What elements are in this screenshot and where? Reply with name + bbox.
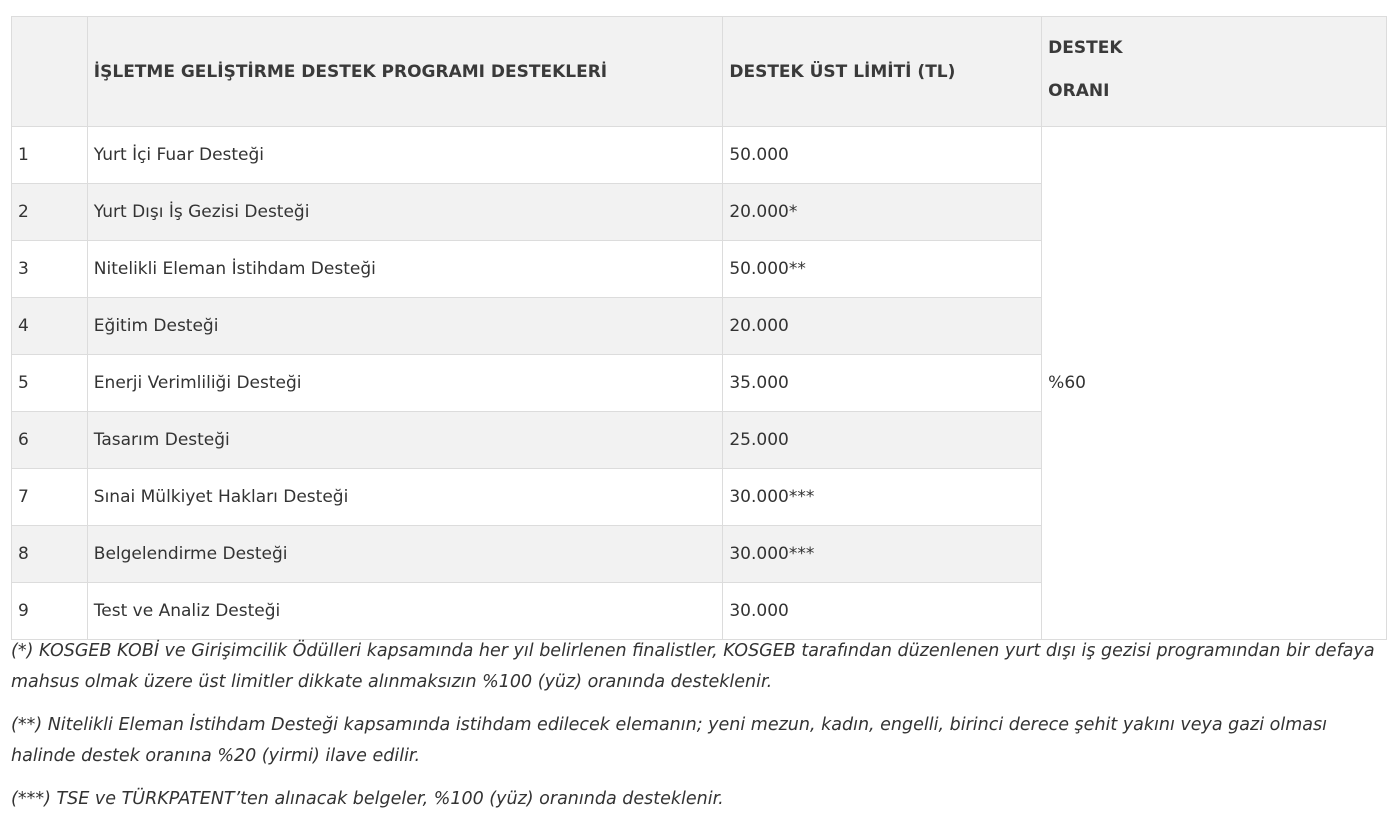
row-num: 8 [12, 526, 88, 583]
row-limit: 50.000 [723, 127, 1042, 184]
header-rate-line1: DESTEK [1048, 38, 1123, 58]
row-num: 4 [12, 298, 88, 355]
row-limit: 20.000* [723, 184, 1042, 241]
row-limit: 35.000 [723, 355, 1042, 412]
footnote-triple-asterisk: (***) TSE ve TÜRKPATENT’ten alınacak belgeler, %100 (yüz) oranında desteklenir. [11, 789, 724, 809]
row-name: Belgelendirme Desteği [87, 526, 723, 583]
row-num: 6 [12, 412, 88, 469]
footnote-double-asterisk: (**) Nitelikli Eleman İstihdam Desteği kapsamında istihdam edilecek elemanın; yeni mezun, kadın, engelli, birinci derece şehit yakını veya gazi olması halinde destek oranına %20 (yirmi) ilave edilir. [11, 715, 1327, 766]
row-name: Test ve Analiz Desteği [87, 583, 723, 640]
row-name: Yurt Dışı İş Gezisi Desteği [87, 184, 723, 241]
support-table [11, 16, 1387, 640]
header-rate [1042, 17, 1387, 127]
row-num: 3 [12, 241, 88, 298]
header-rate-line2: ORANI [1048, 81, 1110, 101]
row-limit: 25.000 [723, 412, 1042, 469]
row-limit: 30.000*** [723, 469, 1042, 526]
rate-cell: %60 [1042, 127, 1387, 640]
row-name: Eğitim Desteği [87, 298, 723, 355]
row-limit: 20.000 [723, 298, 1042, 355]
row-name: Enerji Verimliliği Desteği [87, 355, 723, 412]
header-num [12, 17, 88, 127]
table-row [12, 127, 1387, 184]
row-num: 9 [12, 583, 88, 640]
row-name: Nitelikli Eleman İstihdam Desteği [87, 241, 723, 298]
row-limit: 30.000 [723, 583, 1042, 640]
row-name: Yurt İçi Fuar Desteği [87, 127, 723, 184]
row-num: 2 [12, 184, 88, 241]
footnotes [11, 636, 1393, 827]
row-num: 5 [12, 355, 88, 412]
row-limit: 50.000** [723, 241, 1042, 298]
footnote-single-asterisk: (*) KOSGEB KOBİ ve Girişimcilik Ödülleri kapsamında her yıl belirlenen finalistler, KOSGEB tarafından düzenlenen yurt dışı iş gezisi programından bir defaya mahsus olmak üzere üst limitler dikkate alınmaksızın %100 (yüz) oranında desteklenir. [11, 641, 1375, 692]
header-limit: DESTEK ÜST LİMİTİ (TL) [723, 17, 1042, 127]
row-num: 1 [12, 127, 88, 184]
header-program: İŞLETME GELİŞTİRME DESTEK PROGRAMI DESTEKLERİ [87, 17, 723, 127]
support-table-container [11, 16, 1387, 640]
row-name: Tasarım Desteği [87, 412, 723, 469]
row-num: 7 [12, 469, 88, 526]
table-header-row [12, 17, 1387, 127]
row-name: Sınai Mülkiyet Hakları Desteği [87, 469, 723, 526]
row-limit: 30.000*** [723, 526, 1042, 583]
